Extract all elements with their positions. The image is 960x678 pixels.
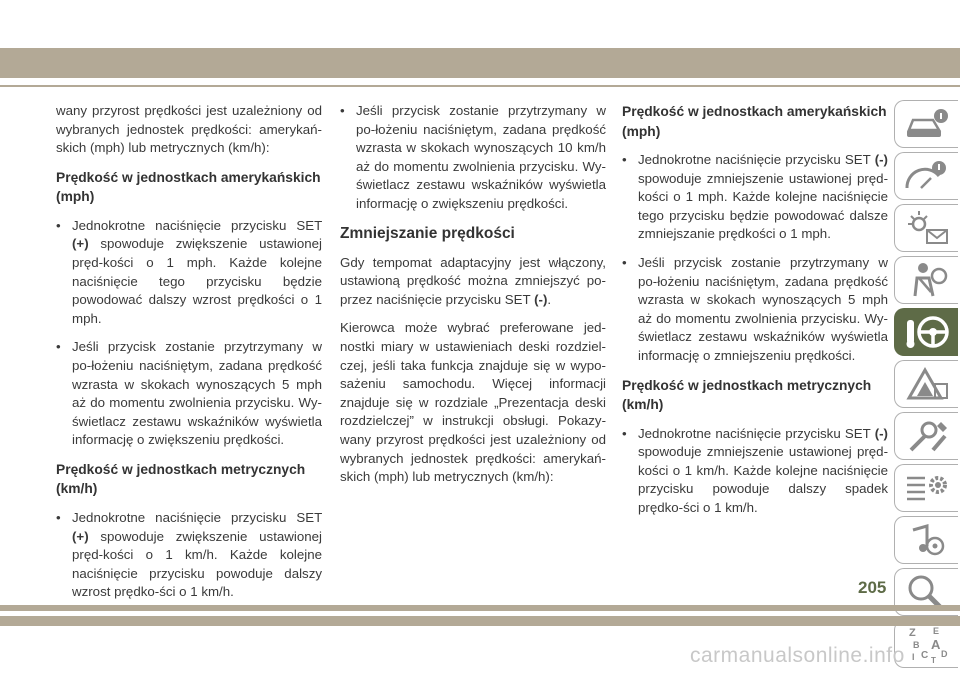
multimedia-icon (903, 520, 951, 560)
column-2 (340, 102, 606, 497)
hazard-warning-icon (903, 364, 951, 404)
dashboard-warning-icon (903, 156, 951, 196)
seatbelt-airbag-icon (903, 260, 951, 300)
paragraph: Gdy tempomat adaptacyjny jest włączony, ustawioną prędkość można zmniejszyć po-przez naciśnięcie przycisku SET (-). (340, 254, 606, 307)
index-letter: E (932, 626, 939, 636)
bullet-item: • Jednokrotne naciśnięcie przycisku SET (-) spowoduje zmniejszenie ustawionej pręd-kości o 1 km/h. Każde kolejne naciśnięcie przycisku powoduje dalszy spadek prędko-ści o 1 km/h. (622, 425, 888, 518)
bullet-item: • Jednokrotne naciśnięcie przycisku SET (-) spowoduje zmniejszenie ustawionej pręd-kości o 1 mph. Każde kolejne naciśnięcie tego przycisku będzie powodować dalsze zmniejszanie prędkości o 1 mph. (622, 151, 888, 244)
index-letter: D (940, 649, 947, 659)
maintenance-tools-icon (903, 416, 951, 456)
heading-kmh: Prędkość w jednostkach metrycznych (km/h) (622, 377, 872, 413)
page-number: 205 (858, 578, 887, 597)
chapter-tabs (894, 100, 960, 672)
index-letter: I (911, 652, 915, 662)
tab-safety[interactable] (894, 256, 958, 304)
index-letter: T (930, 656, 936, 664)
tab-starting-operating[interactable] (894, 308, 958, 356)
footer-rule (0, 605, 960, 611)
intro-paragraph: wany przyrost prędkości jest uzależniony od wybranych jednostek prędkości: amerykań-skich (mph) lub metrycznych (km/h): (56, 103, 322, 156)
column-1 (56, 102, 322, 612)
heading-mph: Prędkość w jednostkach amerykańskich (mph) (56, 169, 321, 205)
index-letter: Z (908, 627, 916, 639)
index-letter: A (930, 637, 940, 652)
heading-mph: Prędkość w jednostkach amerykańskich (mph) (622, 104, 887, 139)
steering-key-icon (903, 312, 951, 352)
paragraph: Kierowca może wybrać preferowane jed-nostki miary w ustawieniach deski rozdziel-czej, jeśli taka funkcja znajduje się w wypo-sażeniu samochodu. Więcej informacji znajduje się w rozdziale „Prezentacja deski rozdzielczej” w instrukcji obsługi. Pokazy-wany przyrost prędkości jest uzależniony od wybranych jednostek prędkości: amerykań-skich (mph) lub metrycznych (km/h): (340, 320, 606, 485)
bullet-item: • Jednokrotne naciśnięcie przycisku SET (+) spowoduje zwiększenie ustawionej pręd-kości o 1 mph. Każde kolejne naciśnięcie tego przycisku będzie powodować dalszy wzrost prędkości o 1 mph. (56, 217, 322, 329)
column-3 (622, 102, 888, 528)
bullet-item: • Jeśli przycisk zostanie przytrzymany w po-łożeniu naciśniętym, zadana prędkość wzrasta w skokach wynoszących 5 mph aż do momentu zwolnienia przycisku. Wy-świetlacz zestawu wskaźników wyświetla informację o zwiększeniu prędkości. (56, 338, 322, 450)
watermark: carmanualsonline.info (690, 644, 905, 667)
tab-multimedia[interactable] (894, 516, 958, 564)
car-info-icon (903, 104, 951, 144)
tab-maintenance[interactable] (894, 412, 958, 460)
index-letter: C (920, 650, 928, 661)
index-alphabet-icon (903, 624, 951, 664)
footer-band (0, 616, 960, 626)
header-rule (0, 85, 960, 87)
header-band (0, 48, 960, 78)
heading-kmh: Prędkość w jednostkach metrycznych (km/h) (56, 461, 306, 497)
tab-lights-messages[interactable] (894, 204, 958, 252)
tab-dashboard[interactable] (894, 152, 958, 200)
tab-specifications[interactable] (894, 464, 958, 512)
light-message-icon (903, 208, 951, 248)
bullet-item: • Jeśli przycisk zostanie przytrzymany w po-łożeniu naciśniętym, zadana prędkość wzrasta w skokach wynoszących 10 km/h aż do momentu zwolnienia przycisku. Wy-świetlacz zestawu wskaźników wyświetla informację o zwiększeniu prędkości. (340, 102, 606, 214)
specifications-gear-icon (903, 468, 951, 508)
tab-emergency[interactable] (894, 360, 958, 408)
tab-car-info[interactable] (894, 100, 958, 148)
bullet-item: • Jednokrotne naciśnięcie przycisku SET (+) spowoduje zwiększenie ustawionej pręd-kości o 1 km/h. Każde kolejne naciśnięcie przycisku powoduje dalszy wzrost prędko-ści o 1 km/h. (56, 509, 322, 602)
section-title: Zmniejszanie prędkości (340, 224, 515, 242)
bullet-item: • Jeśli przycisk zostanie przytrzymany w po-łożeniu naciśniętym, zadana prędkość wzrasta w skokach wynoszących 5 mph aż do momentu zwolnienia przycisku. Wy-świetlacz zestawu wskaźników wyświetla informację o zmniejszeniu prędkości. (622, 254, 888, 366)
index-letter: B (912, 640, 919, 650)
